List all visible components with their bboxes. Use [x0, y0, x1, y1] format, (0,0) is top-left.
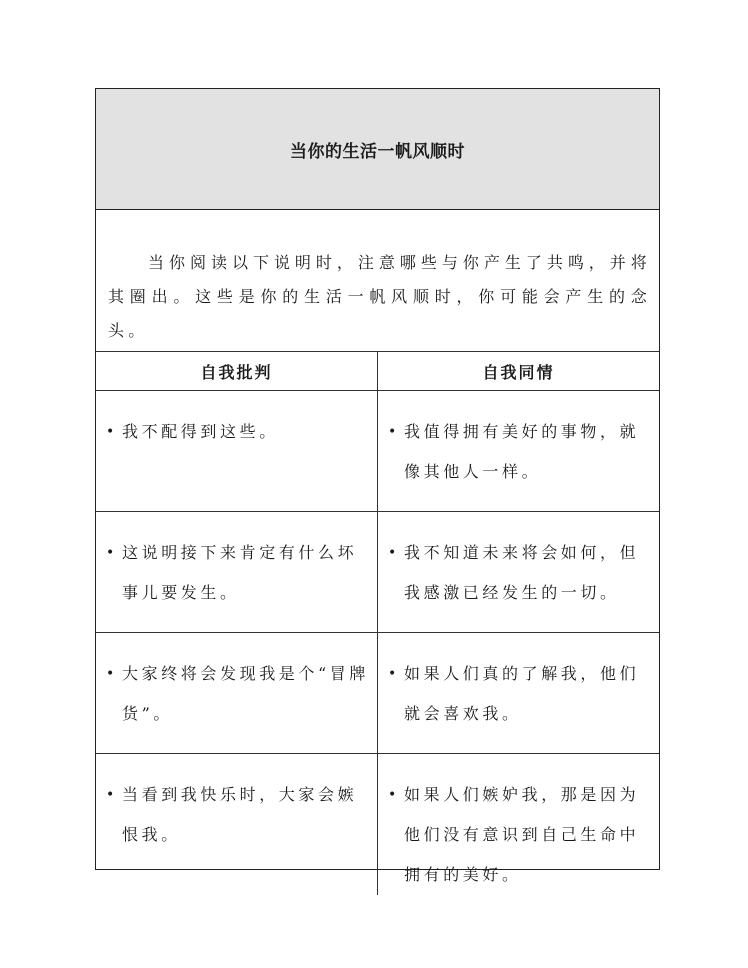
bullet-icon: •: [106, 424, 115, 440]
bullet-icon: •: [106, 787, 115, 803]
self-criticism-cell: [96, 391, 378, 512]
page-title: 当你的生活一帆风顺时: [290, 141, 465, 162]
self-compassion-text: 如果人们真的了解我，他们就会喜欢我。: [404, 664, 640, 723]
table-row: [96, 633, 659, 754]
self-criticism-text: 当看到我快乐时，大家会嫉恨我。: [122, 785, 358, 844]
self-criticism-text: 这说明接下来肯定有什么坏事儿要发生。: [122, 543, 358, 602]
self-compassion-cell: [378, 512, 660, 633]
self-criticism-cell: [96, 512, 378, 633]
self-compassion-text: 我值得拥有美好的事物，就像其他人一样。: [404, 422, 640, 481]
self-criticism-text: 大家终将会发现我是个“冒牌货”。: [122, 664, 369, 723]
self-compassion-text: 我不知道未来将会如何，但我感激已经发生的一切。: [404, 543, 640, 602]
table-header-row: [96, 352, 659, 391]
bullet-icon: •: [106, 545, 115, 561]
title-bar: [96, 89, 659, 210]
comparison-table: [96, 351, 659, 895]
bullet-icon: •: [388, 787, 397, 803]
bullet-icon: •: [388, 424, 397, 440]
self-compassion-cell: [378, 391, 660, 512]
header-self-criticism: 自我批判: [96, 352, 378, 391]
self-criticism-cell: [96, 754, 378, 896]
worksheet-frame: [95, 88, 660, 884]
table-row: [96, 754, 659, 896]
table-row: [96, 391, 659, 512]
self-compassion-cell: [378, 633, 660, 754]
bullet-icon: •: [388, 666, 397, 682]
header-self-compassion: 自我同情: [378, 352, 660, 391]
table-row: [96, 512, 659, 633]
self-compassion-text: 如果人们嫉妒我，那是因为他们没有意识到自己生命中拥有的美好。: [404, 785, 640, 884]
self-criticism-cell: [96, 633, 378, 754]
intro-paragraph: 当你阅读以下说明时，注意哪些与你产生了共鸣，并将其圈出。这些是你的生活一帆风顺时，你可能会产生的念头。: [108, 253, 651, 340]
self-compassion-cell: [378, 754, 660, 896]
bullet-icon: •: [106, 666, 115, 682]
bullet-icon: •: [388, 545, 397, 561]
self-criticism-text: 我不配得到这些。: [122, 422, 279, 441]
